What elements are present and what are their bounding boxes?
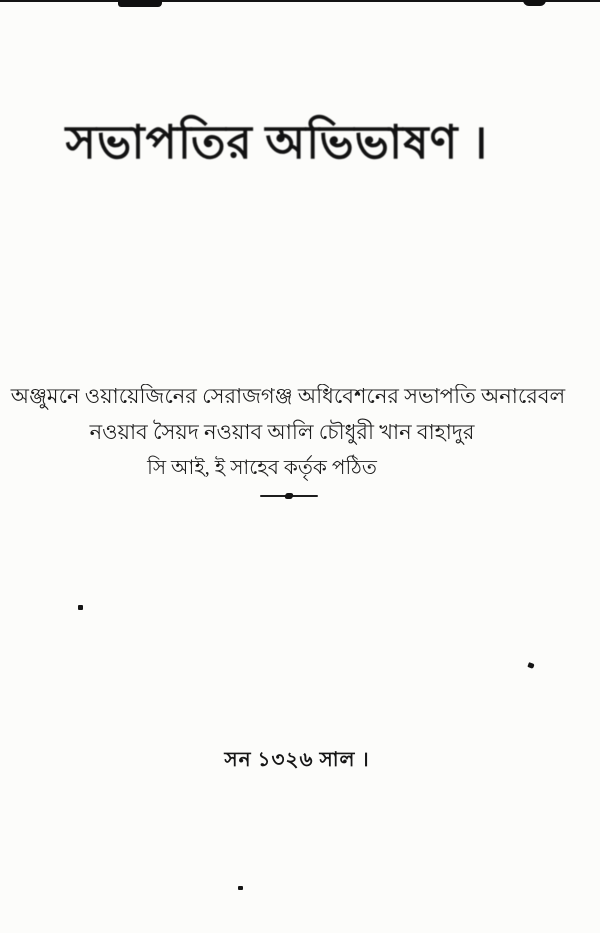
byline-line: নওয়াব সৈয়দ নওয়াব আলি চৌধুরী খান বাহাদুর bbox=[89, 420, 475, 444]
ink-speck bbox=[527, 662, 534, 669]
publication-year: সন ১৩২৬ সাল । bbox=[224, 749, 370, 771]
rule-ornament-icon bbox=[284, 493, 294, 499]
byline-line: অঞ্জুমনে ওয়ায়েজিনের সেরাজগঞ্জ অধিবেশনের সভাপতি অনারেবল bbox=[10, 384, 566, 408]
byline-line: সি আই, ই সাহেব কর্তৃক পঠিত bbox=[147, 457, 377, 479]
decorative-rule bbox=[260, 493, 318, 499]
scan-edge-blob bbox=[118, 0, 162, 7]
scan-top-edge-artifact bbox=[0, 0, 600, 2]
ink-speck bbox=[78, 605, 83, 610]
page-title: সভাপতির অভিভাষণ । bbox=[65, 117, 489, 168]
byline-block bbox=[0, 378, 600, 486]
ink-speck bbox=[238, 886, 243, 890]
scan-edge-blob bbox=[523, 0, 546, 6]
